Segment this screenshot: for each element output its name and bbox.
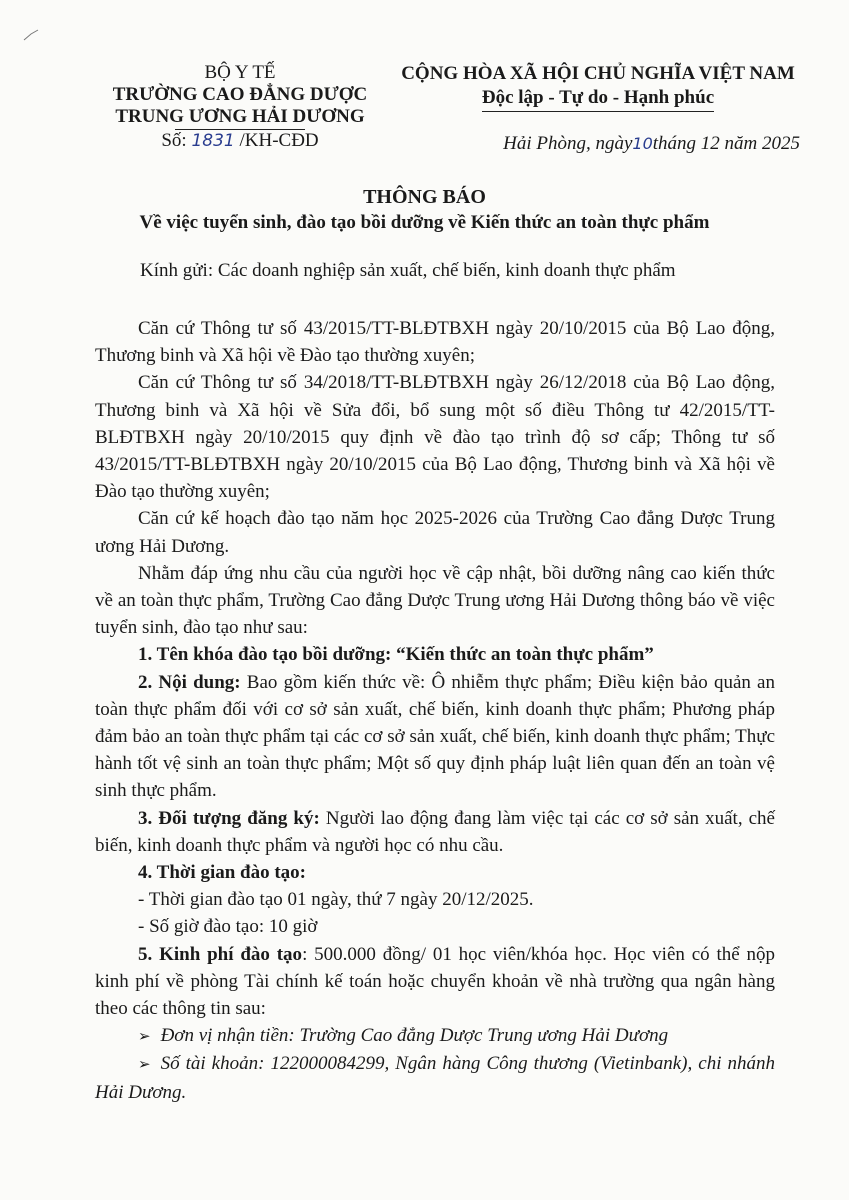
legal-basis-3: Căn cứ kế hoạch đào tạo năm học 2025-2026 của Trường Cao đẳng Dược Trung ương Hải Dương. (95, 508, 775, 557)
section-1-heading: 1. Tên khóa đào tạo bồi dưỡng: “Kiến thức an toàn thực phẩm” (138, 644, 654, 666)
handwritten-day: 10 (632, 134, 653, 153)
bullet-account-number: ➢ Số tài khoản: 122000084299, Ngân hàng Công thương (Vietinbank), chi nhánh Hải Dương. (95, 1053, 775, 1103)
section-4-heading: 4. Thời gian đào tạo: (138, 862, 307, 884)
section-4-line-1: - Thời gian đào tạo 01 ngày, thứ 7 ngày 20/12/2025. (138, 889, 534, 911)
national-header (388, 62, 808, 110)
bullet-recipient-unit: ➢ Đơn vị nhận tiền: Trường Cao đẳng Dược Trung ương Hải Dương (138, 1025, 669, 1047)
section-2: 2. Nội dung: Bao gồm kiến thức về: Ô nhiễm thực phẩm; Điều kiện bảo quản an toàn thực phẩm đối với cơ sở sản xuất, chế biến, kinh doanh thực phẩm; Phương pháp đảm bảo an toàn thực phẩm tại các cơ sở sản xuất, chế biến, kinh doanh thực phẩm; Thực hành tốt vệ sinh an toàn thực phẩm; Một số quy định pháp luật liên quan đến an toàn vệ sinh thực phẩm. (95, 671, 775, 802)
legal-basis-1: Căn cứ Thông tư số 43/2015/TT-BLĐTBXH ngày 20/10/2015 của Bộ Lao động, Thương binh và Xã hội về Đào tạo thường xuyên; (95, 318, 775, 367)
section-5: 5. Kinh phí đào tạo: 500.000 đồng/ 01 học viên/khóa học. Học viên có thể nộp kinh phí về phòng Tài chính kế toán hoặc chuyển khoản về nhà trường qua ngân hàng theo các thông tin sau: (95, 943, 776, 1020)
school-name-line1: TRƯỜNG CAO ĐẲNG DƯỢC (112, 84, 368, 105)
arrow-bullet-icon: ➢ (138, 1055, 151, 1074)
national-motto: Độc lập - Tự do - Hạnh phúc (481, 87, 715, 108)
ministry-name: BỘ Y TẾ (204, 62, 276, 83)
document-number: Số: 1831 /KH-CĐD (161, 130, 319, 151)
document-subtitle: Về việc tuyển sinh, đào tạo bồi dưỡng về Kiến thức an toàn thực phẩm (139, 212, 710, 233)
document-title: THÔNG BÁO (363, 186, 486, 208)
issue-date: Hải Phòng, ngày10tháng 12 năm 2025 (503, 133, 800, 154)
section-4-line-2: - Số giờ đào tạo: 10 giờ (138, 916, 318, 938)
issuer-block (95, 62, 385, 152)
document-body (95, 315, 775, 1106)
country-name: CỘNG HÒA XÃ HỘI CHỦ NGHĨA VIỆT NAM (401, 63, 795, 84)
scan-mark-icon (22, 28, 42, 42)
section-3: 3. Đối tượng đăng ký: Người lao động đang làm việc tại các cơ sở sản xuất, chế biến, kinh doanh thực phẩm và người học có nhu cầu. (95, 807, 775, 856)
purpose-paragraph: Nhằm đáp ứng nhu cầu của người học về cập nhật, bồi dưỡng nâng cao kiến thức về an toàn thực phẩm, Trường Cao đẳng Dược Trung ương Hải Dương thông báo về việc tuyển sinh, đào tạo như sau: (95, 562, 775, 639)
recipient-line: Kính gửi: Các doanh nghiệp sản xuất, chế biến, kinh doanh thực phẩm (140, 260, 676, 281)
school-name-line2: TRUNG ƯƠNG HẢI DƯƠNG (115, 106, 365, 127)
handwritten-docno: 1831 (191, 131, 235, 151)
legal-basis-2: Căn cứ Thông tư số 34/2018/TT-BLĐTBXH ngày 26/12/2018 của Bộ Lao động, Thương binh và Xã hội về Sửa đổi, bổ sung một số điều Thông tư 42/2015/TT-BLĐTBXH ngày 20/10/2015 quy định về đào tạo trình độ sơ cấp; Thông tư số 43/2015/TT-BLĐTBXH ngày 20/10/2015 của Bộ Lao động, Thương binh và Xã hội về Đào tạo thường xuyên; (95, 372, 775, 503)
arrow-bullet-icon: ➢ (138, 1027, 151, 1046)
